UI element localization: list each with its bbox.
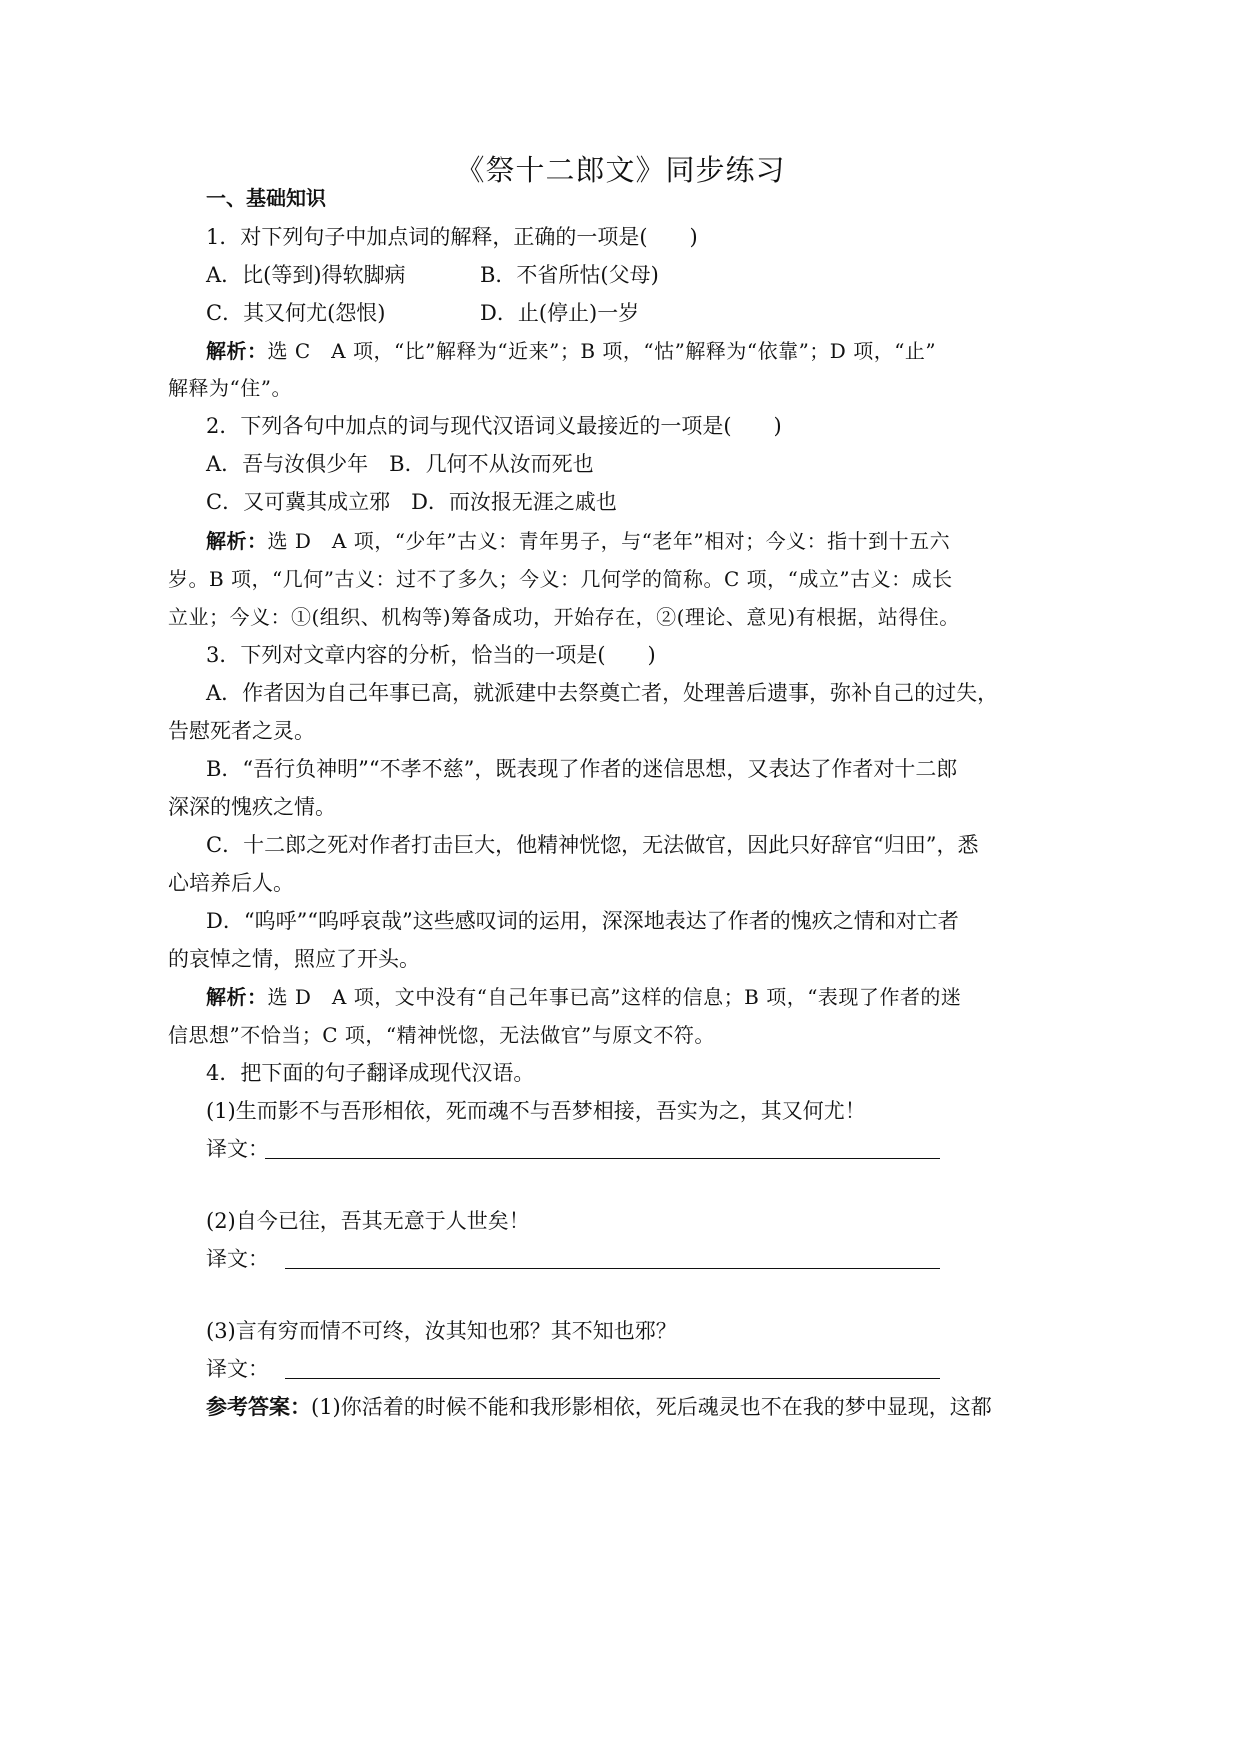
reference-answer-label: 参考答案： [206,1395,311,1419]
q3-option-a-line-2: 告慰死者之灵。 [168,719,315,743]
q3-option-c-line-2: 心培养后人。 [168,871,294,895]
q3-analysis-line-2: 信思想”不恰当；C 项，“精神恍惚，无法做官”与原文不符。 [168,1023,715,1047]
q4-sentence-2: (2)自今已往，吾其无意于人世矣！ [206,1209,530,1233]
page-title: 《祭十二郎文》同步练习 [455,153,786,187]
reference-answer: 参考答案：(1)你活着的时候不能和我形影相依，死后魂灵也不在我的梦中显现，这都 [206,1395,992,1419]
q1-option-d: D．止(停止)一岁 [480,301,640,325]
q2-analysis-line-1: 解析：选 D A 项，“少年”古义：青年男子，与“老年”相对；今义：指十到十五六 [206,529,951,553]
analysis-label: 解析： [206,529,268,553]
q3-option-a-line-1: A．作者因为自己年事已高，就派建中去祭奠亡者，处理善后遗事，弥补自己的过失， [206,681,999,705]
section-heading: 一、基础知识 [206,186,326,210]
q3-option-b-line-1: B．“吾行负神明”“不孝不慈”，既表现了作者的迷信思想，又表达了作者对十二郎 [206,757,958,781]
q4-sentence-1: (1)生而影不与吾形相依，死而魂不与吾梦相接，吾实为之，其又何尤！ [206,1099,866,1123]
q3-option-d-line-1: D．“呜呼”“呜呼哀哉”这些感叹词的运用，深深地表达了作者的愧疚之情和对亡者 [206,909,959,933]
q2-analysis-line-2: 岁。B 项，“几何”古义：过不了多久；今义：几何学的简称。C 项，“成立”古义：成长 [168,567,953,591]
translation-label: 译文： [206,1137,269,1161]
translation-label: 译文： [206,1247,269,1271]
q1-analysis-line-2: 解释为“住”。 [168,376,292,400]
analysis-label: 解析： [206,985,268,1009]
q1-option-b: B．不省所怙(父母) [480,263,659,287]
translation-blank-3[interactable] [285,1378,940,1379]
q1-option-a: A．比(等到)得软脚病 [206,263,406,287]
translation-blank-2[interactable] [285,1268,940,1269]
q4-sentence-3: (3)言有穷而情不可终，汝其知也邪？其不知也邪？ [206,1319,677,1343]
q2-stem: 2．下列各句中加点的词与现代汉语词义最接近的一项是( ) [206,414,782,438]
q1-option-c: C．其又何尤(怨恨) [206,301,386,325]
q2-analysis-line-3: 立业；今义：①(组织、机构等)筹备成功，开始存在，②(理论、意见)有根据，站得住。 [168,605,960,629]
q2-options-ab: A．吾与汝俱少年 B．几何不从汝而死也 [206,452,594,476]
q1-analysis-line-1: 解析：选 C A 项，“比”解释为“近来”；B 项，“怙”解释为“依靠”；D 项，“止” [206,339,937,363]
q3-stem: 3．下列对文章内容的分析，恰当的一项是( ) [206,643,656,667]
q4-stem: 4．把下面的句子翻译成现代汉语。 [206,1061,535,1085]
q3-option-c-line-1: C．十二郎之死对作者打击巨大，他精神恍惚，无法做官，因此只好辞官“归田”，悉 [206,833,979,857]
translation-blank-1[interactable] [265,1158,940,1159]
analysis-label: 解析： [206,339,268,363]
translation-label: 译文： [206,1357,269,1381]
q3-analysis-line-1: 解析：选 D A 项，文中没有“自己年事已高”这样的信息；B 项，“表现了作者的迷 [206,985,962,1009]
q3-option-d-line-2: 的哀悼之情，照应了开头。 [168,947,420,971]
q1-stem: 1．对下列句子中加点词的解释，正确的一项是( ) [206,225,698,249]
q2-options-cd: C．又可冀其成立邪 D．而汝报无涯之戚也 [206,490,617,514]
q3-option-b-line-2: 深深的愧疚之情。 [168,795,336,819]
